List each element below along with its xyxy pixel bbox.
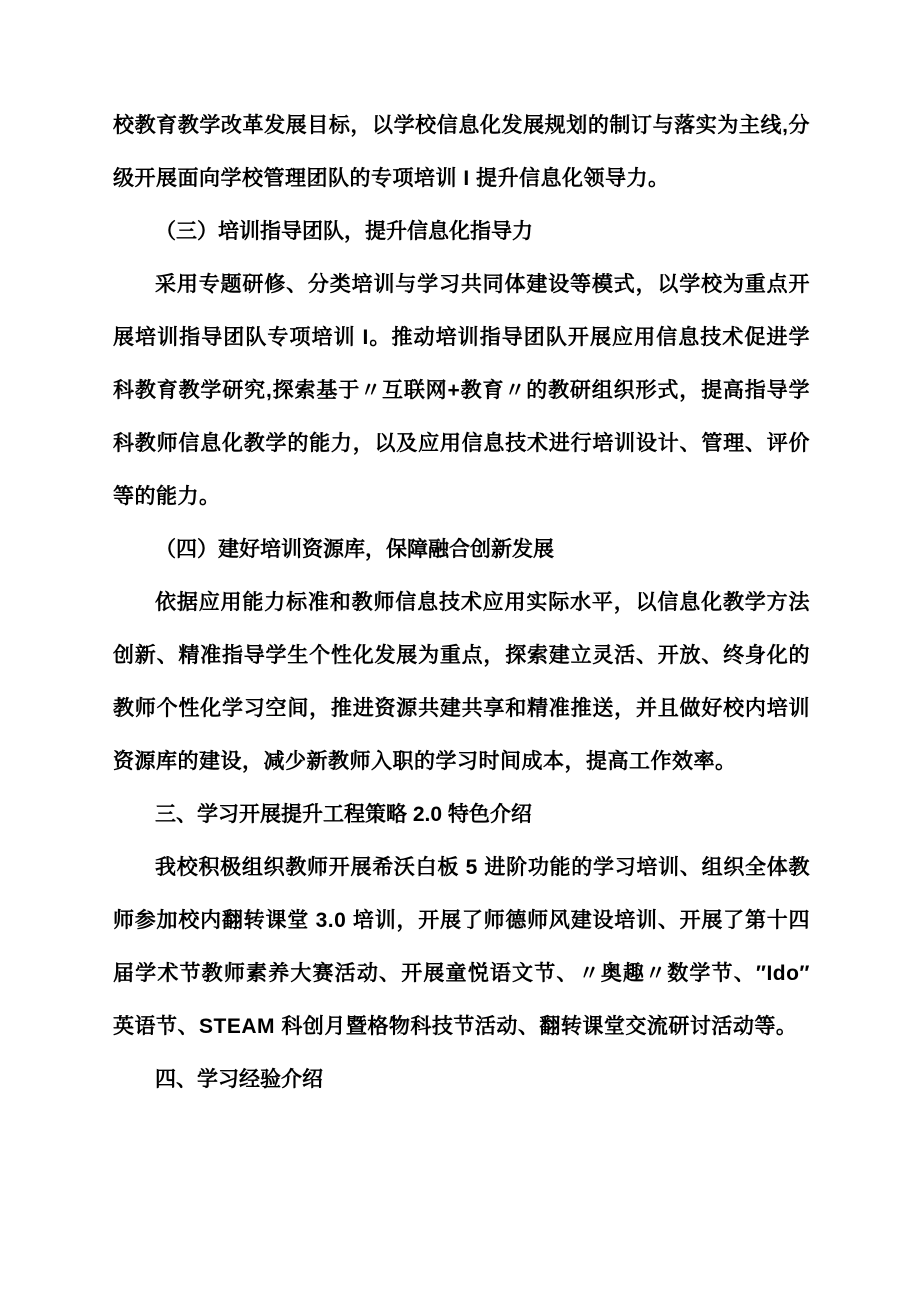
paragraph-training-guidance-team: 采用专题研修、分类培训与学习共同体建设等模式，以学校为重点开展培训指导团队专项培训 I。推动培训指导团队开展应用信息技术促进学科教育教学研究,探索基于〃互联网+教育〃的教研组织形式，提高指导学科教师信息化教学的能力，以及应用信息技术进行培训设计、管理、评价等的能力。 xyxy=(113,273,810,508)
chapter-heading-three: 三、学习开展提升工程策略 2.0 特色介绍 xyxy=(155,803,532,826)
paragraph-training-resource-library: 依据应用能力标准和教师信息技术应用实际水平，以信息化教学方法创新、精准指导学生个性化发展为重点，探索建立灵活、开放、终身化的教师个性化学习空间，推进资源共建共享和精准推送，并且做好校内培训资源库的建设，减少新教师入职的学习时间成本，提高工作效率。 xyxy=(113,591,810,773)
section-heading-3: （三）培训指导团队，提升信息化指导力 xyxy=(155,220,533,243)
paragraph-continuation: 校教育教学改革发展目标，以学校信息化发展规划的制订与落实为主线,分级开展面向学校管理团队的专项培训 I 提升信息化领导力。 xyxy=(113,114,810,190)
section-heading-4: （四）建好培训资源库，保障融合创新发展 xyxy=(155,538,554,561)
chapter-heading-four: 四、学习经验介绍 xyxy=(155,1068,323,1091)
paragraph-school-activities: 我校积极组织教师开展希沃白板 5 进阶功能的学习培训、组织全体教师参加校内翻转课堂 3.0 培训，开展了师德师风建设培训、开展了第十四届学术节教师素养大赛活动、开展童悦语文节、〃奥趣〃数学节、″Ido″英语节、STEAM 科创月暨格物科技节活动、翻转课堂交流研讨活动等。 xyxy=(113,856,810,1038)
